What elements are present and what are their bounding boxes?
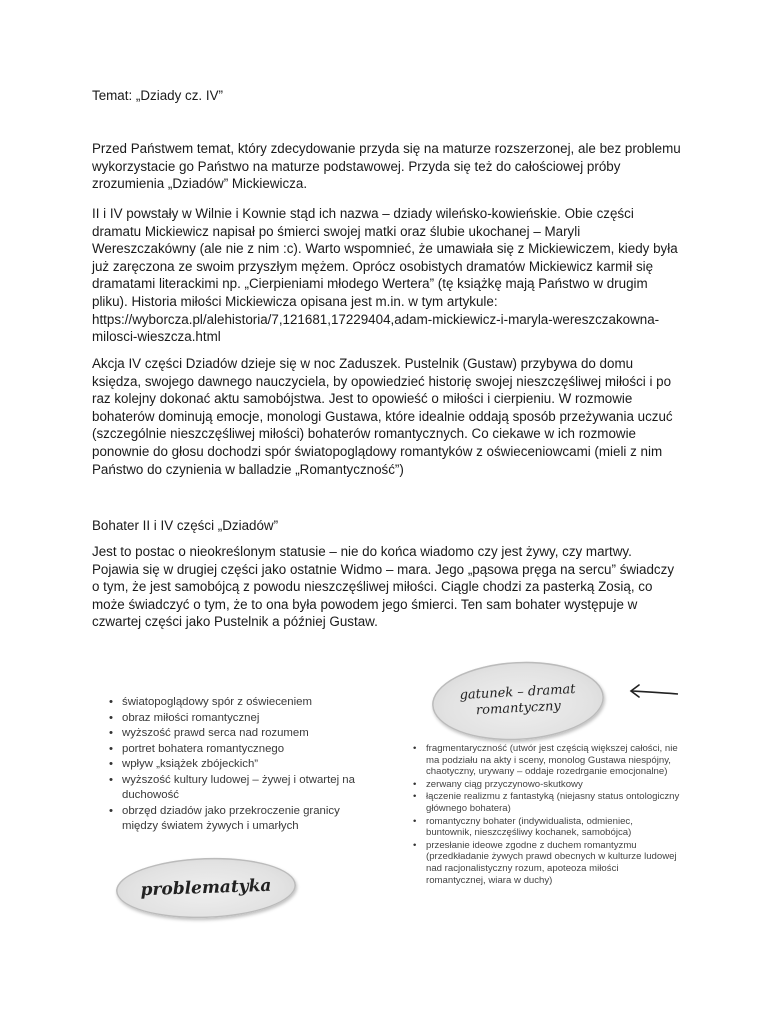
problems-list: [106, 695, 376, 835]
list-item: • obraz miłości romantycznej: [106, 711, 376, 727]
intro-paragraph: [92, 140, 682, 193]
list-item: • obrzęd dziadów jako przekroczenie granicy między światem żywych i umarłych: [106, 804, 376, 835]
paragraph-text: Przed Państwem temat, który zdecydowanie przyda się na maturze rozszerzonej, ale bez problemu wykorzystacie go Państwo na maturze podstawowej. Przyda się też do całościowej próby zrozumienia „Dziadów” Mickiewicza.: [92, 141, 681, 192]
list-item: • wyższość prawd serca nad rozumem: [106, 726, 376, 742]
genre-bubble: [430, 658, 606, 745]
list-item: • zerwany ciąg przyczynowo-skutkowy: [410, 779, 680, 791]
scanned-infographic: [90, 652, 690, 942]
list-item: • przesłanie ideowe zgodne z duchem romantyzmu (przedkładanie żywych prawd obecnych w kulturze ludowej nad racjonalistyczny rozum, apoteoza miłości romantycznej, wiara w duchy): [410, 840, 680, 886]
genre-list: [410, 743, 680, 887]
paragraph-text: II i IV powstały w Wilnie i Kownie stąd ich nazwa – dziady wileńsko-kowieńskie. Obie części dramatu Mickiewicz napisał po śmierci swojej matki oraz ślubie ukochanej – Maryli Wereszczakówny (ale nie z nim :c). Warto wspomnieć, że umawiała się z Mickiewiczem, kiedy była już zaręczona ze swoim przyszłym mężem. Oprócz osobistych dramatów Mickiewicz karmił się dramatami literackimi np. „Cierpieniami młodego Wertera” (tę książkę mają Państwo w drugim pliku). Historia miłości Mickiewicza opisana jest m.in. w tym artykule: https://wyborcza.pl/alehistoria/7,121681,17229404,adam-mickiewicz-i-maryla-wereszczakowna-milosci-wieszcza.html: [92, 206, 678, 345]
section-heading: Bohater II i IV części „Dziadów”: [92, 518, 279, 533]
paragraph-text: Akcja IV części Dziadów dzieje się w noc Zaduszek. Pustelnik (Gustaw) przybywa do domu księdza, swojego dawnego nauczyciela, by opowiedzieć historię swojej nieszczęśliwej miłości i po raz kolejny dokonać aktu samobójstwa. Jest to opowieść o miłości i cierpieniu. W rozmowie bohaterów dominują emocje, monologi Gustawa, które idealnie oddają sposób przeżywania uczuć (szczególnie nieszczęśliwej miłości) bohaterów romantycznych. Co ciekawe w ich rozmowie ponownie do głosu dochodzi spór światopoglądowy romantyków z oświeceniowcami (mieli z nim Państwo do czynienia w balladzie „Romantyczność”): [92, 356, 673, 477]
list-item: • fragmentaryczność (utwór jest częścią większej całości, nie ma podziału na akty i sceny, monolog Gustawa niespójny, chaotyczny, urywany – oddaje rozedrganie emocjonalne): [410, 743, 680, 778]
list-item: • światopoglądowy spór z oświeceniem: [106, 695, 376, 711]
list-item: • portret bohatera romantycznego: [106, 742, 376, 758]
genre-bubble-label: gatunek – dramat romantyczny: [459, 681, 576, 719]
list-item: • romantyczny bohater (indywidualista, odmieniec, buntownik, nieszczęśliwy kochanek, samobójca): [410, 816, 680, 839]
problems-bubble-label: problematyka: [140, 875, 272, 901]
paragraph-text: Jest to postac o nieokreślonym statusie – nie do końca wiadomo czy jest żywy, czy martwy. Pojawia się w drugiej części jako ostatnie Widmo – mara. Jego „pąsowa pręga na sercu” świadczy o tym, że jest samobójcą z powodu nieszczęśliwej miłości. Ciągle chodzi za pasterką Zosią, co może świadczyć o tym, że to ona była powodem jego śmierci. Ten sam bohater występuje w czwartej części jako Pustelnik a później Gustaw.: [92, 544, 675, 630]
list-item: • wyższość kultury ludowej – żywej i otwartej na duchowość: [106, 773, 376, 804]
list-item: • wpływ „książek zbójeckich”: [106, 757, 376, 773]
plot-paragraph: [92, 355, 682, 478]
list-item: • łączenie realizmu z fantastyką (niejasny status ontologiczny głównego bohatera): [410, 791, 680, 814]
arrow-left-icon: [626, 682, 680, 702]
topic-title: Temat: „Dziady cz. IV”: [92, 88, 223, 103]
history-paragraph: [92, 205, 682, 346]
problems-bubble: [115, 855, 297, 921]
hero-paragraph: [92, 543, 682, 631]
